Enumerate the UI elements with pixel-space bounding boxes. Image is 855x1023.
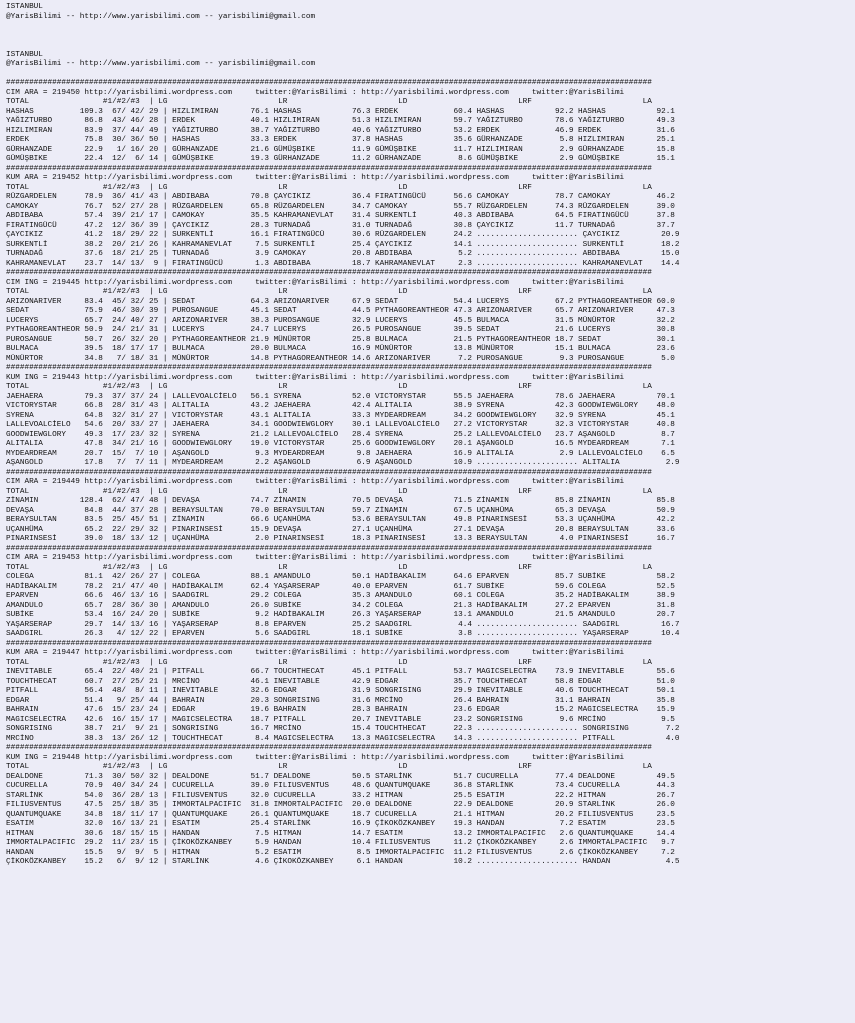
report-line: CAMOKAY 76.7 52/ 27/ 28 | RÜZGARDELEN 65.8 RÜZGARDELEN 34.7 CAMOKAY 55.7 RÜZGARDELEN 74.3 RÜZGARDELEN 39.0	[6, 202, 675, 211]
report-line: IMMORTALPACIFIC 29.2 11/ 23/ 15 | ÇİKOKÖZKANBEY 5.9 HANDAN 10.4 FILIUSVENTUS 11.2 ÇİKOKÖZKANBEY 2.6 IMMORTALPACIFIC 9.7	[6, 839, 675, 847]
report-line: SONGRISING 38.7 21/ 9/ 21 | SONGRISING 16.7 MRCİNO 15.4 TOUCHTHECAT 22.3 ...................... SONGRISING 7.2	[6, 725, 680, 733]
report-line: BERAYSULTAN 83.5 25/ 45/ 51 | ZİNAMIN 66.6 UÇANHÜMA 53.6 BERAYSULTAN 49.8 PINARINSESİ 53.3 UÇANHÜMA 42.2	[6, 516, 675, 524]
report-line	[6, 32, 855, 42]
report-line: KUM ING = 219448 http://yarisbilimi.wordpress.com twitter:@YarisBilimi : http://yarisbilimi.wordpress.com twitter:@YarisBilimi	[6, 753, 625, 762]
report-line: RÜZGARDELEN 78.9 36/ 41/ 43 | ABDIBABA 70.8 ÇAYCIKIZ 36.4 FIRATINGÜCÜ 56.6 CAMOKAY 78.7 CAMOKAY 46.2	[6, 193, 675, 201]
report-line: SUBİKE 53.4 16/ 24/ 20 | SUBİKE 9.2 HADİBAKALIM 26.3 YAŞARSERAP 13.1 AMANDULO 21.5 AMANDULO 20.7	[6, 611, 675, 619]
report-line: STARLİNK 54.0 36/ 28/ 13 | FILIUSVENTUS 32.0 CUCURELLA 33.2 HITMAN 25.5 ESATIM 22.2 HITMAN 26.7	[6, 791, 675, 800]
report-line: ESATIM 32.0 16/ 13/ 21 | ESATIM 25.4 STARLİNK 16.9 ÇİKOKÖZKANBEY 19.3 HANDAN 7.2 ESATIM 23.5	[6, 820, 675, 828]
report-line: CIM ARA = 219453 http://yarisbilimi.wordpress.com twitter:@YarisBilimi : http://yarisbilimi.wordpress.com twitter:@YarisBilimi	[6, 554, 625, 562]
report-line: TOTAL #1/#2/#3 | LG LR LD LRF LA	[6, 563, 652, 572]
report-line: DEVAŞA 84.8 44/ 37/ 28 | BERAYSULTAN 70.0 BERAYSULTAN 59.7 ZİNAMIN 67.5 UÇANHÜMA 65.3 DEVAŞA 50.9	[6, 506, 675, 515]
report-line: ############################################################################################################################################	[6, 544, 652, 553]
report-line: SEDAT 75.9 46/ 30/ 39 | PUROSANGUE 45.1 SEDAT 44.5 PYTHAGOREANTHEOR 47.3 ARIZONARIVER 65.7 ARIZONARIVER 47.3	[6, 307, 675, 315]
report-line: MRCİNO 38.3 13/ 26/ 12 | TOUCHTHECAT 8.4 MAGICSELECTRA 13.3 MAGICSELECTRA 14.3 ...................... PITFALL 4.0	[6, 734, 680, 743]
report-line: KAHRAMANEVLAT 23.7 14/ 13/ 9 | FIRATINGÜCÜ 1.3 ABDIBABA 18.7 KAHRAMANEVLAT 2.3 ...................... KAHRAMANEVLAT 14.4	[6, 259, 680, 268]
report-line: KUM ARA = 219452 http://yarisbilimi.wordpress.com twitter:@YarisBilimi : http://yarisbilimi.wordpress.com twitter:@YarisBilimi	[6, 174, 625, 182]
report-line	[6, 22, 855, 32]
report-line: CUCURELLA 70.9 40/ 34/ 24 | CUCURELLA 39.0 FILIUSVENTUS 48.6 QUANTUMQUAKE 36.8 STARLİNK 73.4 CUCURELLA 44.3	[6, 782, 675, 790]
report-line: EPARVEN 66.6 46/ 13/ 16 | SAADGIRL 29.2 COLEGA 35.3 AMANDULO 60.1 COLEGA 35.2 HADİBAKALIM 38.9	[6, 592, 675, 600]
report-line: LUCERYS 65.7 24/ 40/ 27 | ARIZONARIVER 38.3 PUROSANGUE 32.9 LUCERYS 45.5 BULMACA 31.5 MÜNÜRTOR 32.2	[6, 316, 675, 325]
report-line: GOODWIEWGLORY 49.3 17/ 23/ 32 | SYRENA 21.2 LALLEVOALCİELO 28.4 SYRENA 25.2 LALLEVOALCİELO 23.7 AŞANGOLD 8.7	[6, 430, 675, 439]
report-line: DEALDONE 71.3 30/ 50/ 32 | DEALDONE 51.7 DEALDONE 50.5 STARLİNK 51.7 CUCURELLA 77.4 DEALDONE 49.5	[6, 772, 675, 781]
report-line: FILIUSVENTUS 47.5 25/ 18/ 35 | IMMORTALPACIFIC 31.8 IMMORTALPACIFIC 20.0 DEALDONE 22.9 DEALDONE 20.9 STARLİNK 26.0	[6, 801, 675, 809]
report-line: YAĞIZTURBO 86.8 43/ 46/ 28 | ERDEK 40.1 HIZLIMIRAN 51.3 HIZLIMIRAN 59.7 YAĞIZTURBO 78.6 YAĞIZTURBO 49.3	[6, 117, 675, 125]
report-line: @YarisBilimi -- http://www.yarisbilimi.com -- yarisbilimi@gmail.com	[6, 12, 316, 21]
report-line: QUANTUMQUAKE 34.8 18/ 11/ 17 | QUANTUMQUAKE 26.1 QUANTUMQUAKE 18.7 CUCURELLA 21.1 HITMAN 20.2 FILIUSVENTUS 23.5	[6, 810, 675, 819]
report-line: MÜNÜRTOR 34.8 7/ 18/ 31 | MÜNÜRTOR 14.8 PYTHAGOREANTHEOR 14.6 ARIZONARIVER 7.2 PUROSANGUE 9.3 PUROSANGUE 5.0	[6, 354, 675, 363]
report-line: KUM ING = 219443 http://yarisbilimi.wordpress.com twitter:@YarisBilimi : http://yarisbilimi.wordpress.com twitter:@YarisBilimi	[6, 373, 625, 382]
report-line: INEVITABLE 65.4 22/ 40/ 21 | PITFALL 66.7 TOUCHTHECAT 45.1 PITFALL 53.7 MAGICSELECTRA 73.9 INEVITABLE 55.6	[6, 668, 675, 676]
report-line: TOTAL #1/#2/#3 | LG LR LD LRF LA	[6, 288, 652, 296]
report-line: TOUCHTHECAT 60.7 27/ 25/ 21 | MRCİNO 46.1 INEVITABLE 42.9 EDGAR 35.7 TOUCHTHECAT 58.8 EDGAR 51.0	[6, 677, 675, 686]
report-line: ISTANBUL	[6, 3, 43, 11]
report-line: SAADGIRL 26.3 4/ 12/ 22 | EPARVEN 5.6 SAADGIRL 18.1 SUBİKE 3.8 ...................... YAŞARSERAP 10.4	[6, 630, 680, 638]
report-line: ############################################################################################################################################	[6, 79, 652, 87]
report-line: ERDEK 75.8 30/ 36/ 50 | HASHAS 33.3 ERDEK 37.8 HASHAS 35.6 GÜRHANZADE 5.8 HIZLIMIRAN 25.1	[6, 136, 675, 144]
report-line: ############################################################################################################################################	[6, 364, 652, 372]
report-line: TOTAL #1/#2/#3 | LG LR LD LRF LA	[6, 763, 652, 771]
report-line: ABDIBABA 57.4 39/ 21/ 17 | CAMOKAY 35.5 KAHRAMANEVLAT 31.4 SURKENTLİ 40.3 ABDIBABA 64.5 FIRATINGÜCÜ 37.8	[6, 212, 675, 220]
report-line: KUM ARA = 219447 http://yarisbilimi.wordpress.com twitter:@YarisBilimi : http://yarisbilimi.wordpress.com twitter:@YarisBilimi	[6, 649, 625, 657]
report-line: FIRATINGÜCÜ 47.2 12/ 36/ 39 | ÇAYCIKIZ 28.3 TURNADAĞ 31.0 TURNADAĞ 30.8 ÇAYCIKIZ 11.7 TURNADAĞ 37.7	[6, 221, 675, 230]
report-line: TOTAL #1/#2/#3 | LG LR LD LRF LA	[6, 183, 652, 192]
report-line: @YarisBilimi -- http://www.yarisbilimi.com -- yarisbilimi@gmail.com	[6, 60, 316, 68]
report-line: GÜMÜŞBIKE 22.4 12/ 6/ 14 | GÜMÜŞBIKE 19.3 GÜRHANZADE 11.2 GÜRHANZADE 8.6 GÜMÜŞBIKE 2.9 GÜMÜŞBIKE 15.1	[6, 155, 675, 163]
report-line: AŞANGOLD 17.8 7/ 7/ 11 | MYDEARDREAM 2.2 AŞANGOLD 6.9 AŞANGOLD 10.9 ...................... ALITALIA 2.9	[6, 459, 680, 467]
report-line: PUROSANGUE 50.7 26/ 32/ 20 | PYTHAGOREANTHEOR 21.9 MÜNÜRTOR 25.8 BULMACA 21.5 PYTHAGOREANTHEOR 18.7 SEDAT 30.1	[6, 335, 675, 344]
report-line: SURKENTLİ 38.2 20/ 21/ 26 | KAHRAMANEVLAT 7.5 SURKENTLİ 25.4 ÇAYCIKIZ 14.1 ...................... SURKENTLİ 18.2	[6, 240, 680, 249]
report-line: BAHRAIN 47.6 15/ 23/ 24 | EDGAR 19.6 BAHRAIN 28.3 BAHRAIN 23.6 EDGAR 15.2 MAGICSELECTRA 15.9	[6, 706, 675, 714]
report-line: JAEHAERA 79.3 37/ 37/ 24 | LALLEVOALCİELO 56.1 SYRENA 52.0 VICTORYSTAR 55.5 JAEHAERA 78.6 JAEHAERA 70.1	[6, 392, 675, 401]
report-line: CIM ARA = 219450 http://yarisbilimi.wordpress.com twitter:@YarisBilimi : http://yarisbilimi.wordpress.com twitter:@YarisBilimi	[6, 88, 625, 97]
report-line: SYRENA 64.8 32/ 31/ 27 | VICTORYSTAR 43.1 ALITALIA 33.3 MYDEARDREAM 34.2 GOODWIEWGLORY 32.9 SYRENA 45.1	[6, 411, 675, 420]
report-line: PYTHAGOREANTHEOR 50.9 24/ 21/ 31 | LUCERYS 24.7 LUCERYS 26.5 PUROSANGUE 39.5 SEDAT 21.6 LUCERYS 30.8	[6, 326, 675, 334]
report-line: TOTAL #1/#2/#3 | LG LR LD LRF LA	[6, 658, 652, 667]
report-line: ZİNAMIN 128.4 62/ 47/ 48 | DEVAŞA 74.7 ZİNAMIN 70.5 DEVAŞA 71.5 ZİNAMIN 85.8 ZİNAMIN 85.8	[6, 497, 675, 505]
report-line: EDGAR 51.4 9/ 25/ 44 | BAHRAIN 20.3 SONGRISING 31.6 MRCİNO 26.4 BAHRAIN 31.1 BAHRAIN 35.8	[6, 696, 675, 705]
report-line: COLEGA 81.1 42/ 26/ 27 | COLEGA 88.1 AMANDULO 50.1 HADİBAKALIM 64.6 EPARVEN 85.7 SUBİKE 58.2	[6, 573, 675, 581]
report-line: ALITALIA 47.8 34/ 21/ 16 | GOODWIEWGLORY 19.0 VICTORYSTAR 25.6 GOODWIEWGLORY 20.1 AŞANGOLD 16.5 MYDEARDREAM 7.1	[6, 440, 675, 448]
report-line: YAŞARSERAP 29.7 14/ 13/ 16 | YAŞARSERAP 8.8 EPARVEN 25.2 SAADGIRL 4.4 ...................... SAADGIRL 16.7	[6, 620, 680, 629]
report-line: TURNADAĞ 37.6 18/ 21/ 25 | TURNADAĞ 3.9 CAMOKAY 20.8 ABDIBABA 5.2 ...................... ABDIBABA 15.0	[6, 250, 680, 258]
report-line: TOTAL #1/#2/#3 | LG LR LD LRF LA	[6, 98, 652, 106]
report-line: MYDEARDREAM 20.7 15/ 7/ 10 | AŞANGOLD 9.3 MYDEARDREAM 9.8 JAEHAERA 16.9 ALITALIA 2.9 LALLEVOALCİELO 6.5	[6, 449, 675, 458]
report-line: PINARINSESİ 39.0 18/ 13/ 12 | UÇANHÜMA 2.0 PINARINSESİ 18.3 PINARINSESİ 13.3 BERAYSULTAN 4.0 PINARINSESİ 16.7	[6, 535, 675, 543]
report-line: PITFALL 56.4 48/ 8/ 11 | INEVITABLE 32.6 EDGAR 31.9 SONGRISING 29.9 INEVITABLE 40.6 TOUCHTHECAT 50.1	[6, 687, 675, 695]
report-line: ############################################################################################################################################	[6, 164, 652, 173]
report-line: HITMAN 30.6 18/ 15/ 15 | HANDAN 7.5 HITMAN 14.7 ESATIM 13.2 IMMORTALPACIFIC 2.6 QUANTUMQUAKE 14.4	[6, 829, 675, 838]
report-line	[6, 70, 855, 80]
report-line: AMANDULO 65.7 28/ 36/ 30 | AMANDULO 26.0 SUBİKE 34.2 COLEGA 21.3 HADİBAKALIM 27.2 EPARVEN 31.8	[6, 601, 675, 610]
report-line: ÇİKOKÖZKANBEY 15.2 6/ 9/ 12 | STARLİNK 4.6 ÇİKOKÖZKANBEY 6.1 HANDAN 10.2 ...................... HANDAN 4.5	[6, 858, 680, 866]
report-line: HADİBAKALIM 78.2 21/ 47/ 40 | HADİBAKALIM 62.4 YAŞARSERAP 40.0 EPARVEN 61.7 SUBİKE 59.6 COLEGA 52.5	[6, 582, 675, 591]
report-line: HIZLIMIRAN 83.9 37/ 44/ 49 | YAĞIZTURBO 38.7 YAĞIZTURBO 40.6 YAĞIZTURBO 53.2 ERDEK 46.9 ERDEK 31.6	[6, 126, 675, 135]
report-line: UÇANHÜMA 65.2 22/ 29/ 32 | PINARINSESİ 15.9 DEVAŞA 27.1 UÇANHÜMA 27.1 DEVAŞA 20.8 BERAYSULTAN 33.6	[6, 525, 675, 534]
report-line: TOTAL #1/#2/#3 | LG LR LD LRF LA	[6, 383, 652, 391]
report-line: ############################################################################################################################################	[6, 744, 652, 752]
report-line: LALLEVOALCİELO 54.6 20/ 33/ 27 | JAEHAERA 34.1 GOODWIEWGLORY 30.1 LALLEVOALCİELO 27.2 VICTORYSTAR 32.3 VICTORYSTAR 40.8	[6, 421, 675, 429]
report-line: HASHAS 109.3 67/ 42/ 29 | HIZLIMIRAN 76.1 HASHAS 76.3 ERDEK 60.4 HASHAS 92.2 HASHAS 92.1	[6, 107, 675, 116]
report-line: ############################################################################################################################################	[6, 639, 652, 648]
report-line: VICTORYSTAR 66.8 28/ 31/ 43 | ALITALIA 43.2 JAEHAERA 42.4 ALITALIA 38.9 SYRENA 42.3 GOODWIEWGLORY 48.0	[6, 402, 675, 410]
report-line: GÜRHANZADE 22.9 1/ 16/ 20 | GÜRHANZADE 21.6 GÜMÜŞBIKE 11.9 GÜMÜŞBIKE 11.7 HIZLIMIRAN 2.9 GÜRHANZADE 15.8	[6, 145, 675, 154]
report-line: ARIZONARIVER 83.4 45/ 32/ 25 | SEDAT 64.3 ARIZONARIVER 67.9 SEDAT 54.4 LUCERYS 67.2 PYTHAGOREANTHEOR 60.0	[6, 297, 675, 306]
report-line: HANDAN 15.5 9/ 9/ 5 | HITMAN 5.2 ESATIM 8.5 IMMORTALPACIFIC 11.2 FILIUSVENTUS 2.6 ÇİKOKÖZKANBEY 7.2	[6, 848, 675, 857]
report-line: MAGICSELECTRA 42.6 16/ 15/ 17 | MAGICSELECTRA 18.7 PITFALL 20.7 INEVITABLE 23.2 SONGRISING 9.6 MRCİNO 9.5	[6, 715, 675, 724]
report-line: ############################################################################################################################################	[6, 468, 652, 477]
report-line: ############################################################################################################################################	[6, 269, 652, 277]
report-line: ÇAYCIKIZ 41.2 18/ 29/ 22 | SURKENTLİ 16.1 FIRATINGÜCÜ 30.6 RÜZGARDELEN 24.2 ...................... ÇAYCIKIZ 20.9	[6, 231, 680, 239]
report-line	[6, 41, 855, 51]
report-line: CIM ING = 219445 http://yarisbilimi.wordpress.com twitter:@YarisBilimi : http://yarisbilimi.wordpress.com twitter:@YarisBilimi	[6, 278, 625, 287]
report-line: BULMACA 39.5 18/ 17/ 17 | BULMACA 20.0 BULMACA 16.9 MÜNÜRTOR 13.8 MÜNÜRTOR 15.1 BULMACA 23.6	[6, 345, 675, 353]
report-line: CIM ARA = 219449 http://yarisbilimi.wordpress.com twitter:@YarisBilimi : http://yarisbilimi.wordpress.com twitter:@YarisBilimi	[6, 478, 625, 486]
report-line: ISTANBUL	[6, 50, 43, 59]
report-line: TOTAL #1/#2/#3 | LG LR LD LRF LA	[6, 487, 652, 496]
